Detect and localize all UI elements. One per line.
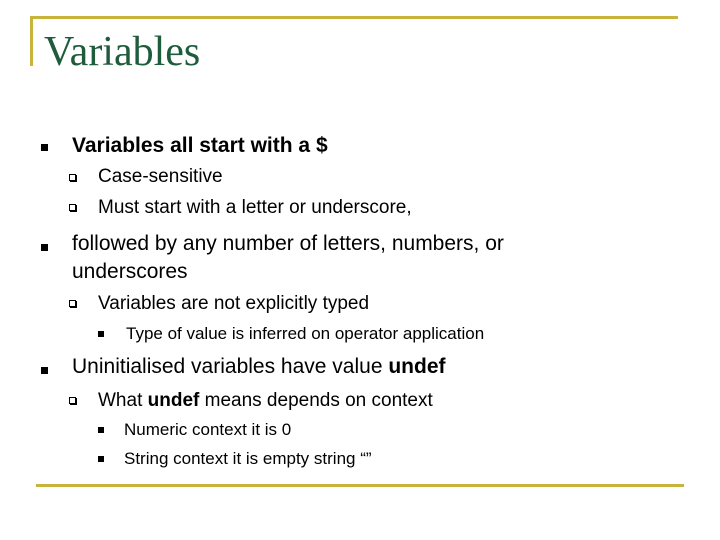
small-filled-square-bullet-icon	[98, 331, 104, 337]
hollow-square-bullet-icon	[69, 204, 76, 211]
small-filled-square-bullet-icon	[98, 427, 104, 433]
bullet-text: String context it is empty string “”	[124, 449, 372, 468]
bullet-text: Variables all start with a $	[72, 134, 328, 157]
bullet-text	[98, 388, 433, 414]
filled-square-bullet-icon	[41, 244, 48, 251]
text-suffix: means depends on context	[199, 390, 433, 411]
text-prefix: What	[98, 390, 148, 411]
bullet-text: Numeric context it is 0	[124, 420, 292, 439]
bullet-text-line-1: followed by any number of letters, numbers, or	[72, 232, 504, 255]
frame-bottom-rule	[36, 484, 684, 487]
filled-square-bullet-icon	[41, 144, 48, 151]
keyword-undef: undef	[388, 355, 446, 378]
bullet-text-line-2: underscores	[72, 260, 188, 283]
bullet-text: Must start with a letter or underscore,	[98, 197, 412, 218]
text-prefix: Uninitialised variables have value	[72, 355, 389, 378]
small-filled-square-bullet-icon	[98, 456, 104, 462]
slide-title: Variables	[44, 29, 201, 75]
hollow-square-bullet-icon	[69, 397, 76, 404]
bullet-text	[72, 353, 446, 381]
frame-left-rule	[30, 16, 33, 66]
bullet-text: Case-sensitive	[98, 166, 223, 187]
filled-square-bullet-icon	[41, 367, 48, 374]
bullet-text: Type of value is inferred on operator application	[126, 324, 485, 343]
hollow-square-bullet-icon	[69, 174, 76, 181]
hollow-square-bullet-icon	[69, 300, 76, 307]
keyword-undef: undef	[147, 390, 200, 411]
bullet-text: Variables are not explicitly typed	[98, 293, 370, 314]
frame-top-rule	[30, 16, 678, 19]
